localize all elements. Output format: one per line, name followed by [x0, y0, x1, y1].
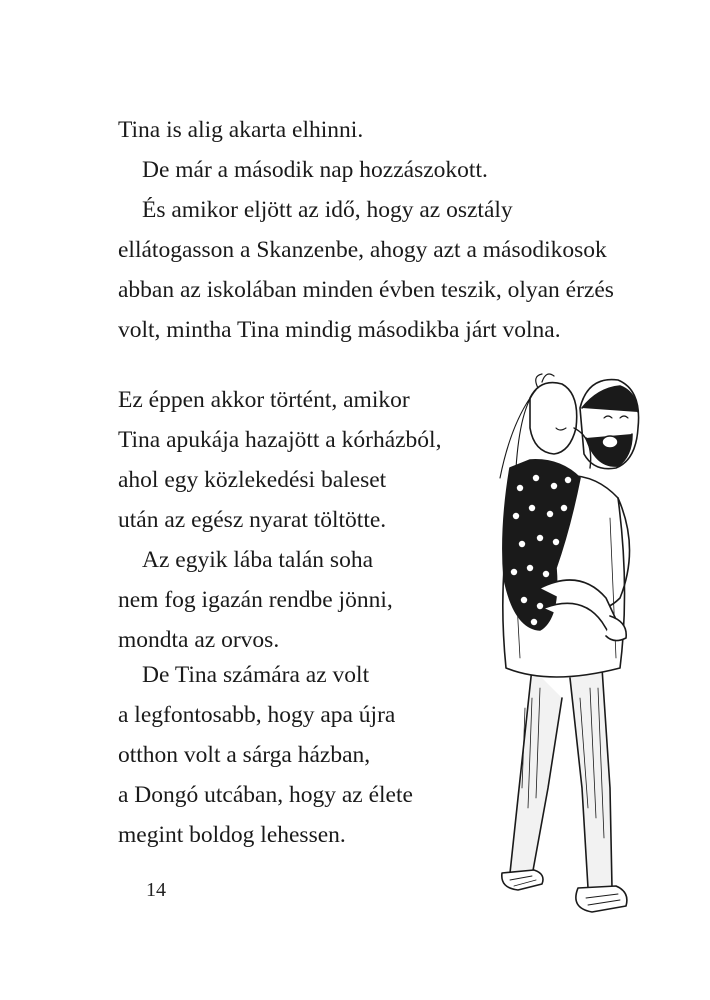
text-line: abban az iskolában minden évben teszik, olyan érzés: [118, 277, 614, 303]
text-line: Tina is alig akarta elhinni.: [118, 117, 364, 143]
text-line: ahol egy közlekedési baleset: [118, 467, 387, 493]
text-line: a legfontosabb, hogy apa újra: [118, 702, 396, 728]
text-line: Ez éppen akkor történt, amikor: [118, 387, 410, 413]
text-line: otthon volt a sárga házban,: [118, 742, 371, 768]
text-line: Tina apukája hazajött a kórházból,: [118, 427, 442, 453]
text-line: De már a második nap hozzászokott.: [142, 157, 488, 183]
text-line: után az egész nyarat töltötte.: [118, 507, 387, 533]
page-number: 14: [146, 879, 166, 901]
text-line: ellátogasson a Skanzenbe, ahogy azt a másodikosok: [118, 237, 607, 263]
text-line: a Dongó utcában, hogy az élete: [118, 782, 413, 808]
text-line: mondta az orvos.: [118, 627, 280, 653]
text-line: És amikor eljött az idő, hogy az osztály: [142, 197, 513, 223]
text-line: Az egyik lába talán soha: [142, 547, 373, 573]
father-hugging-daughter-illustration: [470, 368, 650, 928]
text-line: volt, mintha Tina mindig másodikba járt volna.: [118, 317, 561, 343]
text-line: megint boldog lehessen.: [118, 822, 346, 848]
text-line: nem fog igazán rendbe jönni,: [118, 587, 393, 613]
text-line: De Tina számára az volt: [142, 662, 370, 688]
